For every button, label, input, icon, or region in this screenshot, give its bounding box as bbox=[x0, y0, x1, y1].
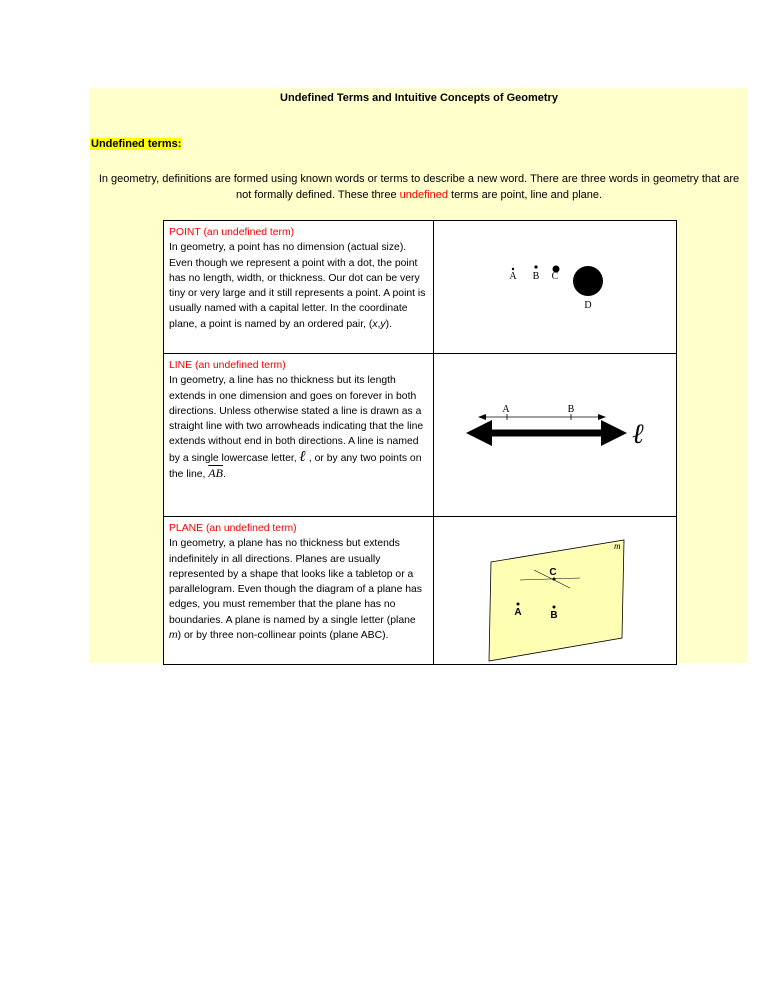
line-heading: LINE (an undefined term) bbox=[169, 360, 286, 371]
line-point-b-label: B bbox=[567, 404, 575, 415]
table-row-line bbox=[164, 354, 677, 517]
line-figure-cell bbox=[434, 354, 677, 517]
point-diagram bbox=[434, 222, 676, 352]
line-text-cell: LINE (an undefined term) In geometry, a line has no thickness but its length extends in one dimension and goes on forever in both directions. Unless otherwise stated a line is drawn as a straight line with two arrowheads indicating that the line extends without end in both directions. A line is named by a single lowercase letter, ℓ , or by any two points on the line, $\overline{AB}$. bbox=[164, 354, 434, 517]
point-c-label: C bbox=[551, 271, 559, 282]
plane-point-b-dot bbox=[553, 606, 556, 609]
thin-arrow-left bbox=[478, 414, 486, 420]
script-l-symbol: ℓ bbox=[299, 448, 306, 465]
point-heading: POINT (an undefined term) bbox=[169, 227, 295, 238]
point-text-cell: POINT (an undefined term) In geometry, a point has no dimension (actual size). Even though we represent a point with a dot, the point has no length, width, or thickness. Our dot can be very tiny or very large and it still represents a point. A point is usually named with a capital letter. In the coordinate plane, a point is named by an ordered pair, (x,y). bbox=[164, 221, 434, 354]
plane-point-a-dot bbox=[517, 603, 520, 606]
plane-figure-cell bbox=[434, 517, 677, 665]
plane-diagram bbox=[434, 518, 676, 663]
plane-point-a-label: A bbox=[514, 607, 522, 618]
undefined-highlight: undefined bbox=[399, 189, 448, 201]
thin-arrow-right bbox=[598, 414, 606, 420]
point-a-dot bbox=[512, 268, 514, 270]
section-heading: Undefined terms: bbox=[91, 138, 182, 150]
line-diagram bbox=[434, 355, 676, 515]
plane-point-c-label: C bbox=[549, 567, 557, 578]
point-figure-cell bbox=[434, 221, 677, 354]
page-title: Undefined Terms and Intuitive Concepts of Geometry bbox=[280, 92, 558, 104]
point-a-label: A bbox=[509, 271, 517, 282]
plane-m-label: m bbox=[614, 541, 621, 551]
thick-arrow-left bbox=[466, 420, 492, 446]
point-b-label: B bbox=[532, 271, 540, 282]
table-row-plane bbox=[164, 517, 677, 665]
point-d-label: D bbox=[584, 300, 592, 311]
line-ab-notation: $\overline{AB}$ bbox=[208, 466, 223, 481]
plane-text-cell: PLANE (an undefined term) In geometry, a plane has no thickness but extends indefinitely in all directions. Planes are usually represented by a shape that looks like a tabletop or a parallelogram. Even though the diagram of a plane has edges, you must remember that the plane has no boundaries. A plane is named by a single letter (plane m) or by three non-collinear points (plane ABC). bbox=[164, 517, 434, 665]
terms-table bbox=[163, 220, 677, 665]
intro-paragraph: In geometry, definitions are formed using known words or terms to describe a new word. There are three words in geometry that are not formally defined. These three undefined terms are point, line and plane. bbox=[98, 173, 740, 201]
table-row-point bbox=[164, 221, 677, 354]
point-d-dot bbox=[573, 266, 603, 296]
line-point-a-label: A bbox=[502, 404, 510, 415]
thick-arrow-right bbox=[601, 420, 627, 446]
plane-point-b-label: B bbox=[550, 610, 558, 621]
point-b-dot bbox=[534, 265, 537, 268]
plane-parallelogram bbox=[489, 540, 624, 661]
plane-heading: PLANE (an undefined term) bbox=[169, 523, 297, 534]
document-panel bbox=[90, 88, 748, 663]
line-name-symbol: ℓ bbox=[632, 419, 644, 450]
